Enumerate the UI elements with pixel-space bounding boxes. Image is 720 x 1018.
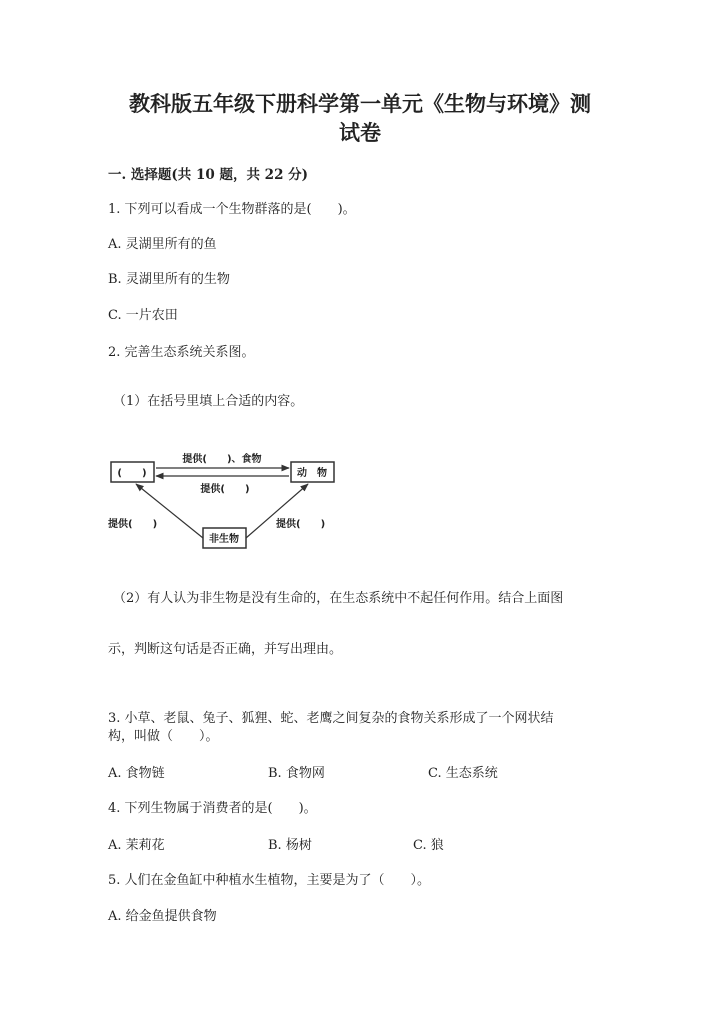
ecosystem-diagram — [100, 448, 350, 554]
question-5-option-a: A. 给金鱼提供食物 — [108, 909, 217, 924]
question-4-option-a: A. 茉莉花 — [108, 838, 165, 853]
question-3-option-a: A. 食物链 — [108, 766, 165, 781]
question-3-option-b: B. 食物网 — [268, 766, 325, 781]
diagram-label-producer: ( ) — [117, 468, 147, 479]
question-4-option-c: C. 狼 — [413, 838, 444, 853]
question-1-option-c: C. 一片农田 — [108, 308, 178, 323]
arrow-left-label: 提供( ) — [108, 519, 158, 530]
arrow-top-label: 提供( )、食物 — [182, 454, 262, 465]
question-1-option-b: B. 灵湖里所有的生物 — [108, 272, 230, 287]
section-heading: 一. 选择题(共 10 题，共 22 分) — [108, 167, 309, 183]
question-1-stem: 1. 下列可以看成一个生物群落的是( )。 — [108, 202, 356, 217]
page-title-line1: 教科版五年级下册科学第一单元《生物与环境》测 — [129, 91, 591, 116]
question-3-stem-line2: 构，叫做（ ）。 — [108, 729, 219, 744]
question-5-stem: 5. 人们在金鱼缸中种植水生植物，主要是为了（ ）。 — [108, 873, 431, 888]
page-title-line2: 试卷 — [339, 120, 381, 145]
diagram-label-nonliving: 非生物 — [209, 534, 239, 545]
arrow-mid-label: 提供( ) — [200, 484, 250, 495]
question-2-part-2-line1: （2）有人认为非生物是没有生命的，在生态系统中不起任何作用。结合上面图 — [113, 591, 564, 606]
question-1-option-a: A. 灵湖里所有的鱼 — [108, 237, 217, 252]
question-2-part-2-line2: 示，判断这句话是否正确，并写出理由。 — [108, 642, 343, 657]
question-4-stem: 4. 下列生物属于消费者的是( )。 — [108, 801, 317, 816]
diagram-label-animal: 动 物 — [297, 468, 327, 479]
question-3-stem-line1: 3. 小草、老鼠、兔子、狐狸、蛇、老鹰之间复杂的食物关系形成了一个网状结 — [108, 711, 554, 726]
question-3-option-c: C. 生态系统 — [428, 766, 498, 781]
question-2-stem: 2. 完善生态系统关系图。 — [108, 345, 255, 360]
question-4-option-b: B. 杨树 — [268, 838, 312, 853]
question-2-part-1: （1）在括号里填上合适的内容。 — [113, 394, 304, 409]
arrow-right-label: 提供( ) — [276, 519, 326, 530]
